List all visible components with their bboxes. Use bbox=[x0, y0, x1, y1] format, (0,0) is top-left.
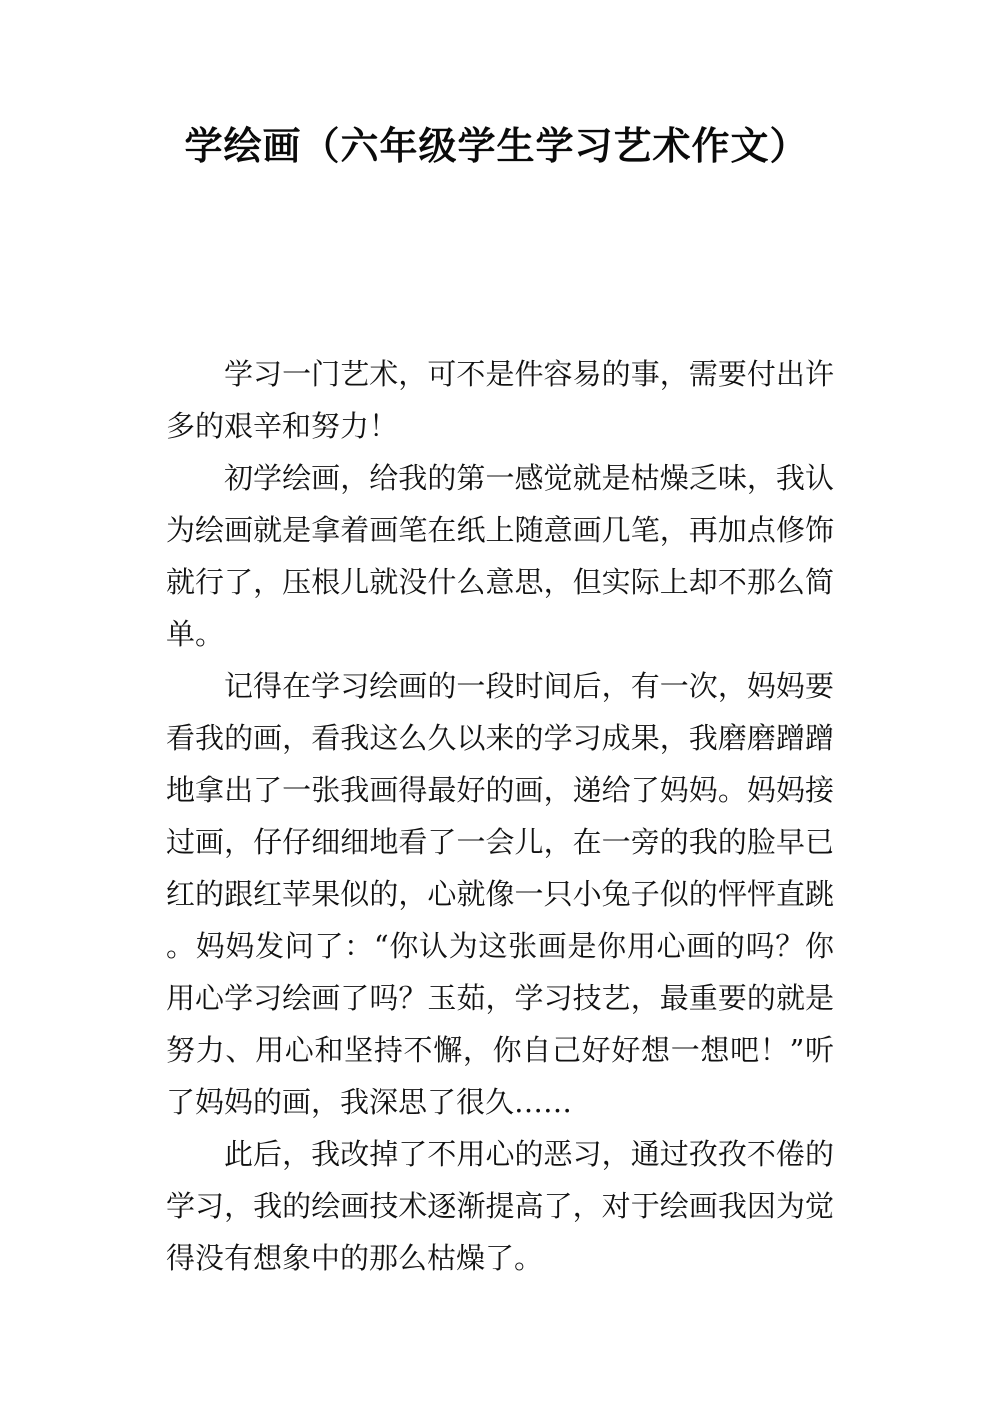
paragraph-3: 记得在学习绘画的一段时间后，有一次，妈妈要看我的画，看我这么久以来的学习成果，我磨磨蹭蹭地拿出了一张我画得最好的画，递给了妈妈。妈妈接过画，仔仔细细地看了一会儿，在一旁的我的脸早已红的跟红苹果似的，心就像一只小兔子似的怦怦直跳。妈妈发问了：“你认为这张画是你用心画的吗？你用心学习绘画了吗？玉茹，学习技艺，最重要的就是努力、用心和坚持不懈，你自己好好想一想吧！”听了妈妈的画，我深思了很久…… bbox=[166, 669, 834, 1119]
document-body bbox=[166, 348, 834, 1284]
paragraph-1: 学习一门艺术，可不是件容易的事，需要付出许多的艰辛和努力！ bbox=[166, 357, 834, 443]
paragraph-4: 此后，我改掉了不用心的恶习，通过孜孜不倦的学习，我的绘画技术逐渐提高了，对于绘画我因为觉得没有想象中的那么枯燥了。 bbox=[166, 1137, 834, 1275]
paragraph-2: 初学绘画，给我的第一感觉就是枯燥乏味，我认为绘画就是拿着画笔在纸上随意画几笔，再加点修饰就行了，压根儿就没什么意思，但实际上却不那么简单。 bbox=[166, 461, 834, 651]
document-title: 学绘画（六年级学生学习艺术作文） bbox=[184, 124, 809, 168]
